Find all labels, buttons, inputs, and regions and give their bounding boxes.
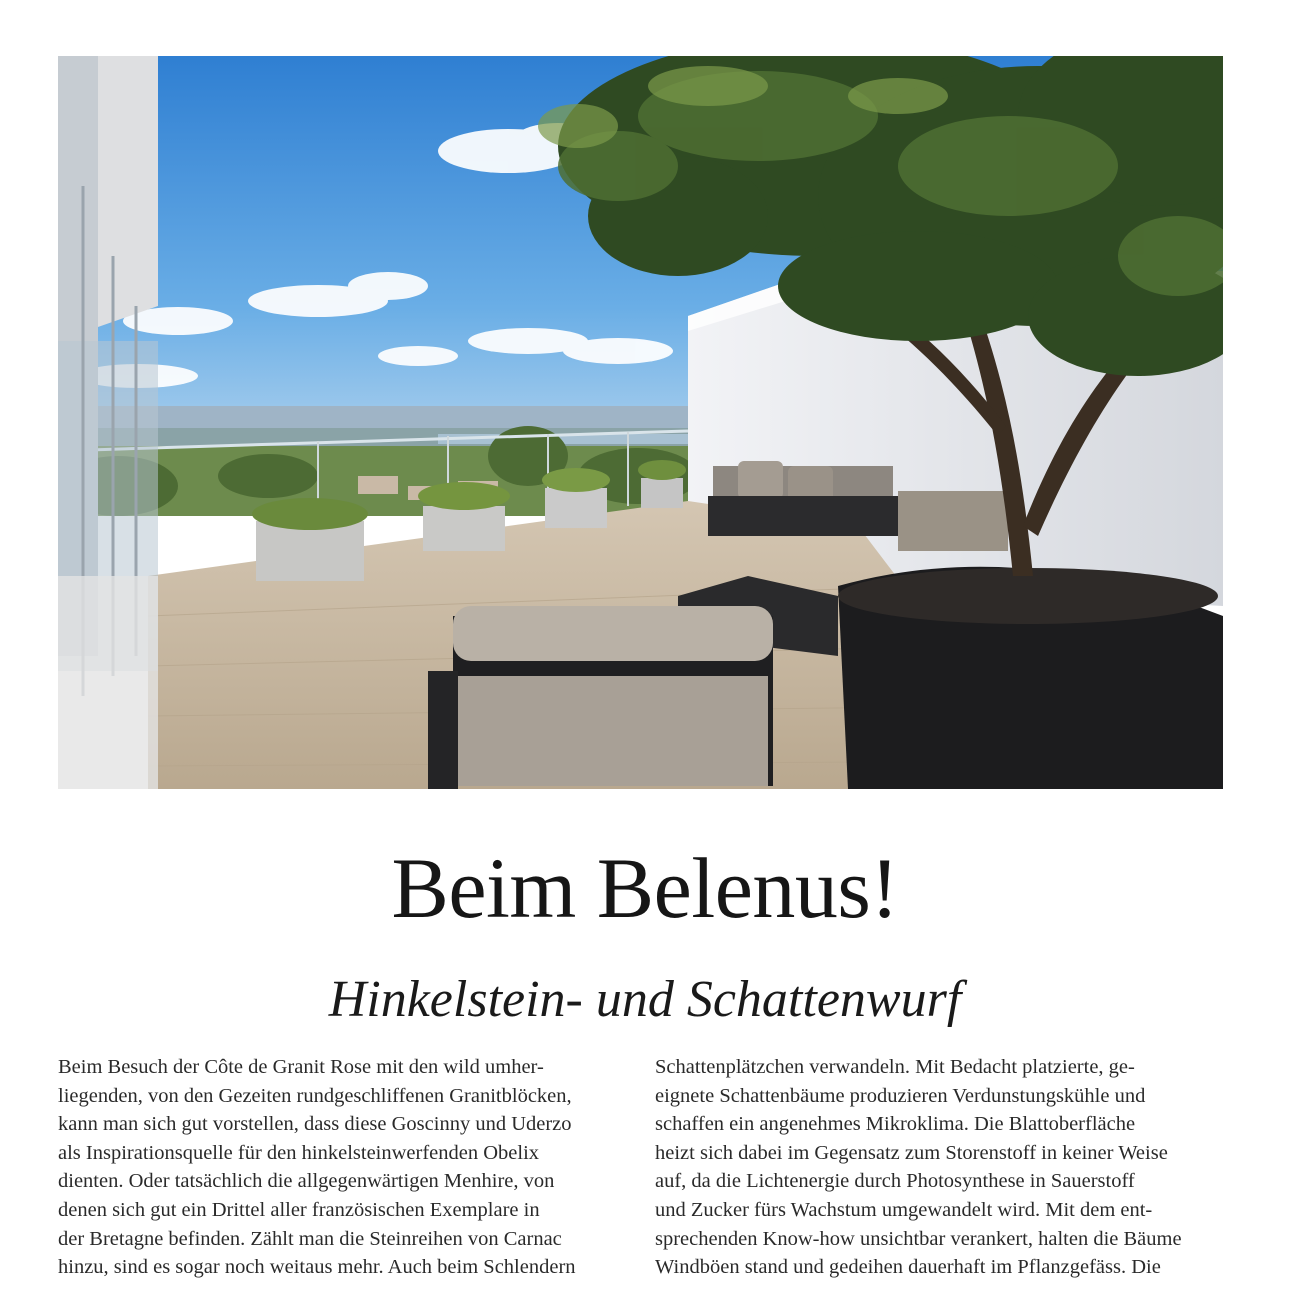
body-column-right [655,1053,1225,1282]
article-subtitle: Hinkelstein- und Schattenwurf [328,971,962,1028]
body-line: dienten. Oder tatsächlich die allgegenwärtigen Menhire, von [58,1170,555,1193]
body-line: denen sich gut ein Drittel aller französischen Exemplare in [58,1198,540,1221]
article-title: Beim Belenus! [391,840,899,936]
body-line: Windböen stand und gedeihen dauerhaft im Pflanzgefäss. Die [655,1256,1161,1279]
body-line: Beim Besuch der Côte de Granit Rose mit den wild umher- [58,1056,544,1078]
body-line: kann man sich gut vorstellen, dass diese Goscinny und Uderzo [58,1113,572,1136]
body-line: und Zucker fürs Wachstum umgewandelt wird. Mit dem ent- [655,1198,1153,1221]
terrace-photo [58,56,1223,789]
body-line: Schattenplätzchen verwandeln. Mit Bedacht platzierte, ge- [655,1056,1135,1078]
body-line: hinzu, sind es sogar noch weitaus mehr. Auch beim Schlendern [58,1256,576,1279]
body-line: auf, da die Lichtenergie durch Photosynthese in Sauerstoff [655,1170,1135,1193]
body-line: eignete Schattenbäume produzieren Verdunstungskühle und [655,1084,1146,1107]
body-line: sprechenden Know-how unsichtbar verankert, halten die Bäume [655,1227,1182,1250]
body-line: als Inspirationsquelle für den hinkelsteinwerfenden Obelix [58,1141,540,1164]
body-line: schaffen ein angenehmes Mikroklima. Die Blattoberfläche [655,1113,1136,1136]
body-line: der Bretagne befinden. Zählt man die Steinreihen von Carnac [58,1227,562,1250]
body-column-left [58,1053,628,1282]
terrace-illustration [58,56,1223,789]
body-line: liegenden, von den Gezeiten rundgeschliffenen Granitblöcken, [58,1084,572,1107]
body-line: heizt sich dabei im Gegensatz zum Storenstoff in keiner Weise [655,1141,1168,1164]
